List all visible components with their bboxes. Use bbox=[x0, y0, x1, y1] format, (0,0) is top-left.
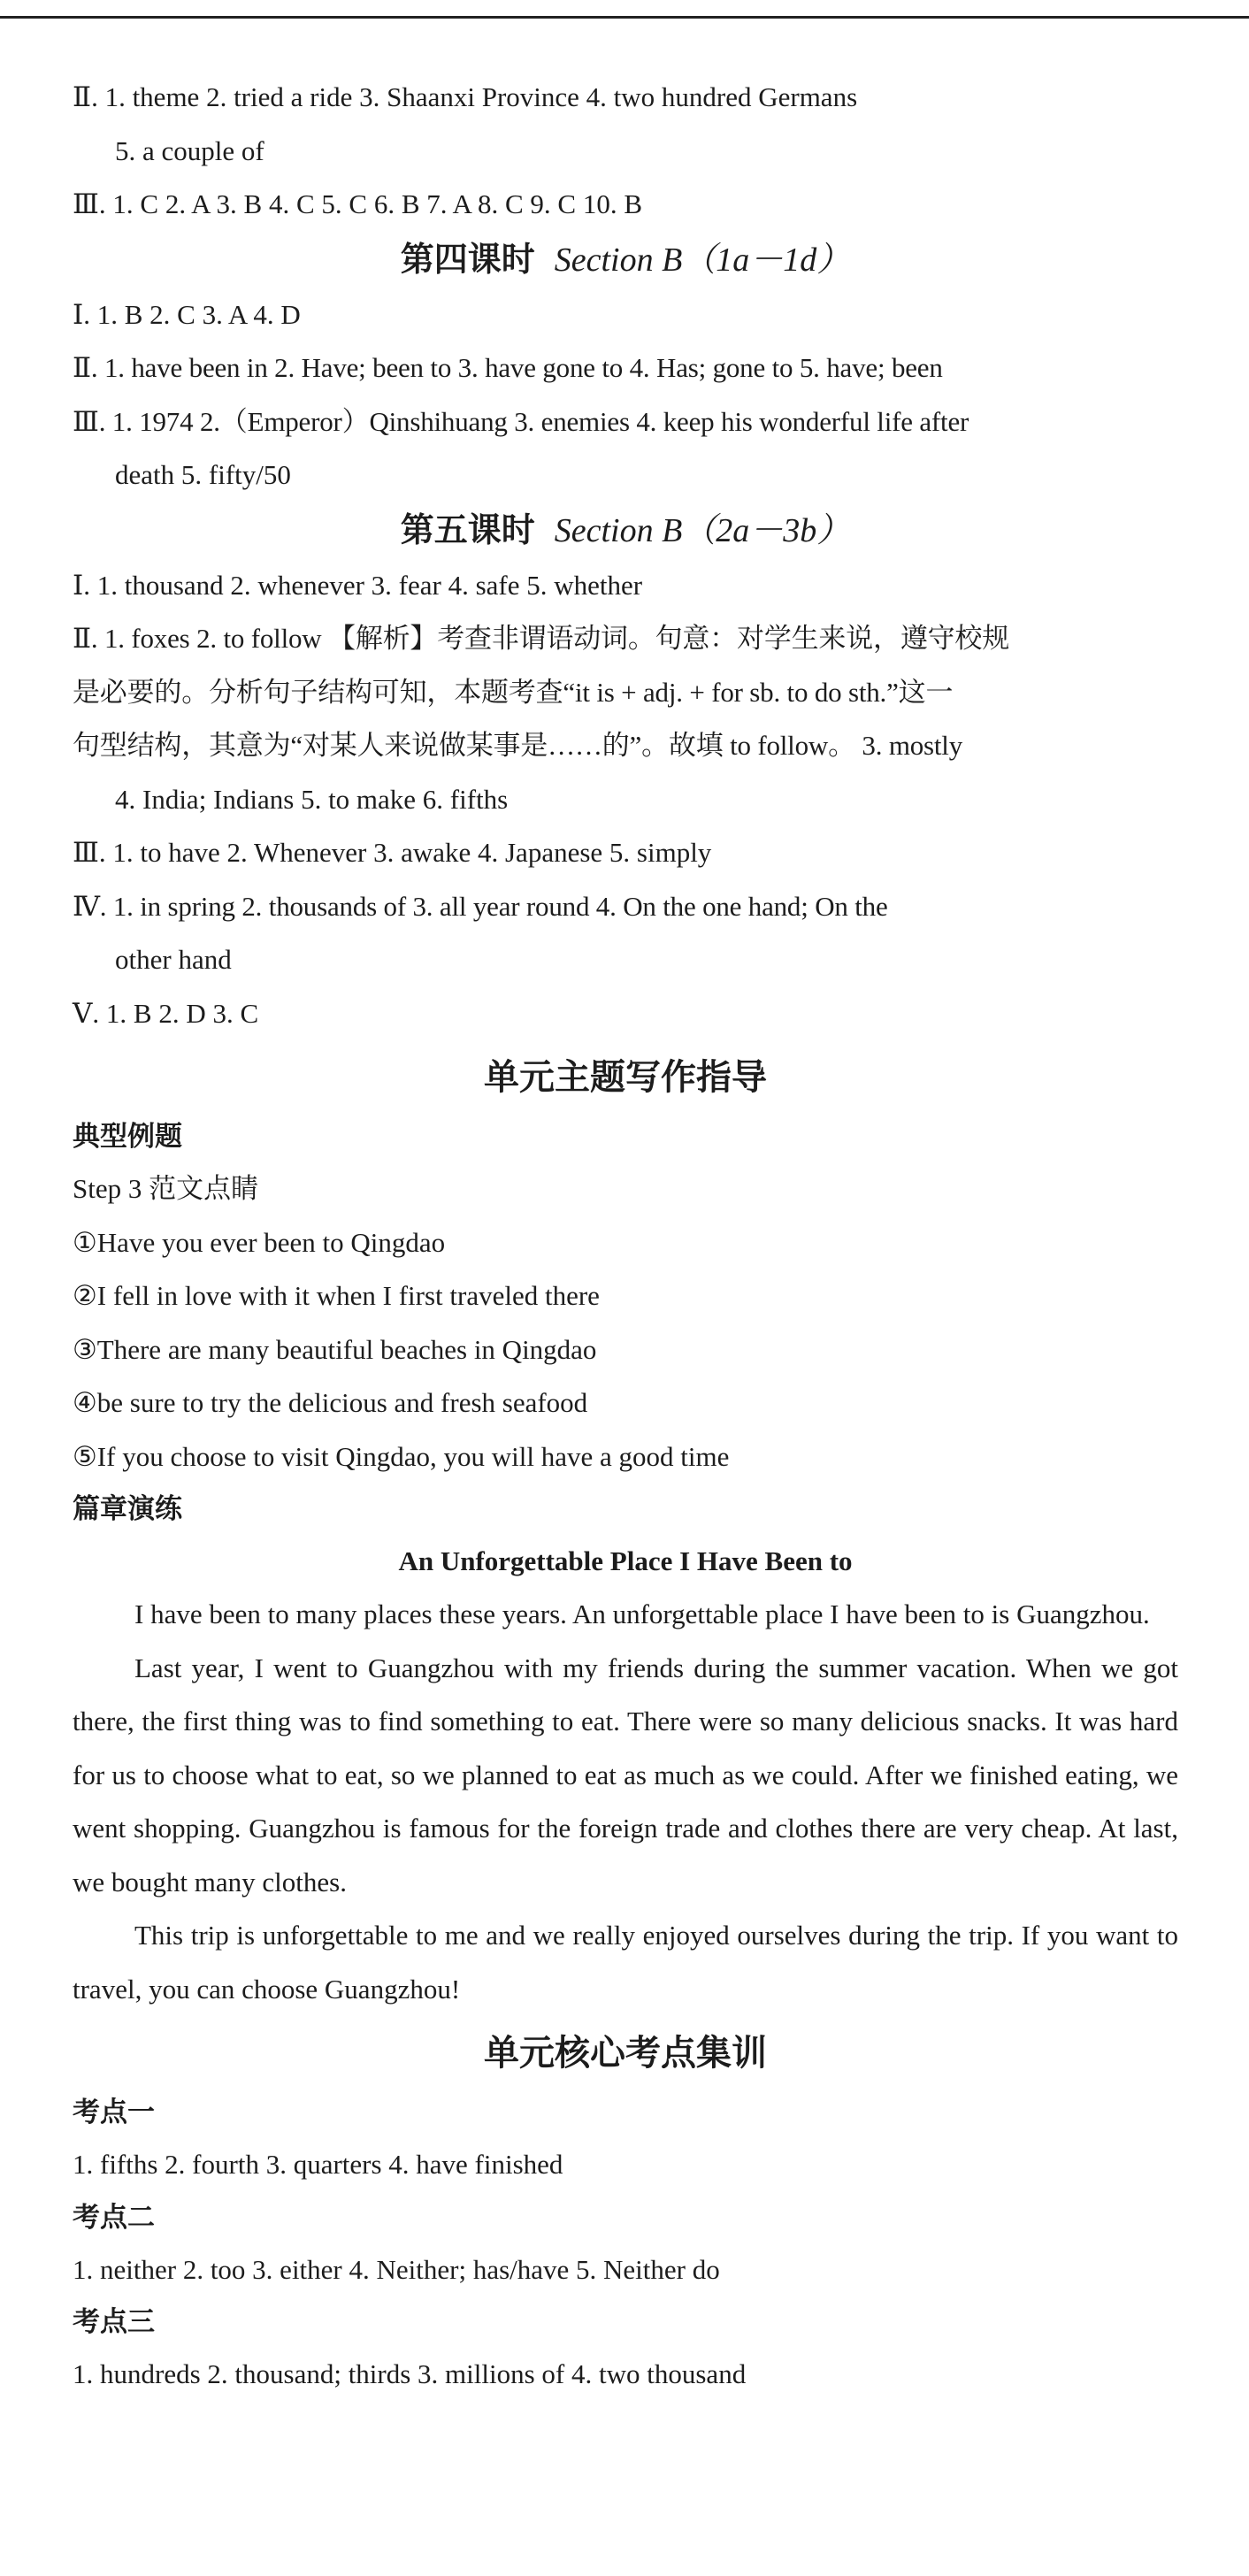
lesson-4-heading bbox=[73, 232, 1178, 288]
point-2-label: 考点二 bbox=[73, 2201, 155, 2234]
lesson-4-section: Section B（1a－1d） bbox=[554, 241, 851, 279]
writing-heading: 单元主题写作指导 bbox=[484, 1057, 767, 1097]
sample-sentence: ⑤If you choose to visit Qingdao, you will have a good time bbox=[73, 1440, 730, 1472]
answer-line: 1. neither 2. too 3. either 4. Neither; has/have 5. Neither do bbox=[73, 2253, 720, 2285]
answer-line: Ⅲ. 1. to have 2. Whenever 3. awake 4. Japanese 5. simply bbox=[73, 837, 712, 868]
top-rule bbox=[0, 16, 1249, 19]
practice-label: 篇章演练 bbox=[73, 1493, 182, 1525]
example-label: 典型例题 bbox=[73, 1121, 182, 1153]
core-heading: 单元核心考点集训 bbox=[484, 2033, 767, 2073]
answer-line: 句型结构，其意为“对某人来说做某事是……的”。故填 to follow。 3. mostly bbox=[73, 730, 963, 761]
answer-line: Ⅲ. 1. 1974 2.（Emperor）Qinshihuang 3. enemies 4. keep his wonderful life after bbox=[73, 405, 969, 437]
lesson-5-section: Section B（2a－3b） bbox=[554, 511, 851, 549]
answer-line: Ⅱ. 1. have been in 2. Have; been to 3. have gone to 4. Has; gone to 5. have; been bbox=[73, 352, 943, 383]
essay-paragraph: I have been to many places these years. An unforgettable place I have been to is Guangzhou. bbox=[134, 1598, 1150, 1629]
answer-line: death 5. fifty/50 bbox=[115, 459, 291, 490]
essay-title: An Unforgettable Place I Have Been to bbox=[398, 1545, 853, 1576]
answer-line: 是必要的。分析句子结构可知，本题考查“it is + adj. + for sb. to do sth.”这一 bbox=[73, 676, 954, 708]
answer-line: Ⅲ. 1. C 2. A 3. B 4. C 5. C 6. B 7. A 8. C 9. C 10. B bbox=[73, 188, 642, 219]
lesson-4-title: 第四课时 bbox=[400, 241, 535, 279]
sample-sentence: ③There are many beautiful beaches in Qingdao bbox=[73, 1333, 597, 1365]
answer-line: 1. fifths 2. fourth 3. quarters 4. have finished bbox=[73, 2149, 563, 2180]
essay-paragraph: This trip is unforgettable to me and we really enjoyed ourselves during the trip. If you want to travel, you can choose Guangzhou! bbox=[73, 1920, 1178, 2005]
answer-line: Ⅱ. 1. theme 2. tried a ride 3. Shaanxi Province 4. two hundred Germans bbox=[73, 81, 858, 112]
sample-sentence: ②I fell in love with it when I first traveled there bbox=[73, 1280, 600, 1311]
answer-page bbox=[73, 71, 1178, 2402]
answer-line: Ⅳ. 1. in spring 2. thousands of 3. all year round 4. On the one hand; On the bbox=[73, 890, 888, 922]
sample-sentence: ①Have you ever been to Qingdao bbox=[73, 1226, 446, 1258]
answer-line: Ⅰ. 1. B 2. C 3. A 4. D bbox=[73, 298, 301, 330]
answer-line: 4. India; Indians 5. to make 6. fifths bbox=[115, 783, 509, 815]
point-1-label: 考点一 bbox=[73, 2097, 155, 2128]
lesson-5-heading bbox=[73, 502, 1178, 559]
answer-line: Ⅰ. 1. thousand 2. whenever 3. fear 4. safe 5. whether bbox=[73, 569, 643, 601]
answer-line: 1. hundreds 2. thousand; thirds 3. millions of 4. two thousand bbox=[73, 2358, 747, 2389]
answer-line: other hand bbox=[115, 944, 232, 975]
lesson-5-title: 第五课时 bbox=[400, 511, 535, 549]
point-3-label: 考点三 bbox=[73, 2306, 155, 2338]
essay-paragraph: Last year, I went to Guangzhou with my friends during the summer vacation. When we got there, the first thing was to find something to eat. There were so many delicious snacks. It was hard for us to choose what to eat, so we planned to eat as much as we could. After we finished eating, we went shopping. Guangzhou is famous for the foreign trade and clothes there are very cheap. At last, we bought many clothes. bbox=[73, 1652, 1178, 1898]
sample-sentence: ④be sure to try the delicious and fresh seafood bbox=[73, 1387, 588, 1418]
step-label: Step 3 范文点睛 bbox=[73, 1173, 259, 1204]
answer-line: 5. a couple of bbox=[115, 134, 264, 166]
answer-line: Ⅴ. 1. B 2. D 3. C bbox=[73, 997, 259, 1029]
answer-line: Ⅱ. 1. foxes 2. to follow 【解析】考查非谓语动词。句意：对学生来说，遵守校规 bbox=[73, 623, 1010, 654]
